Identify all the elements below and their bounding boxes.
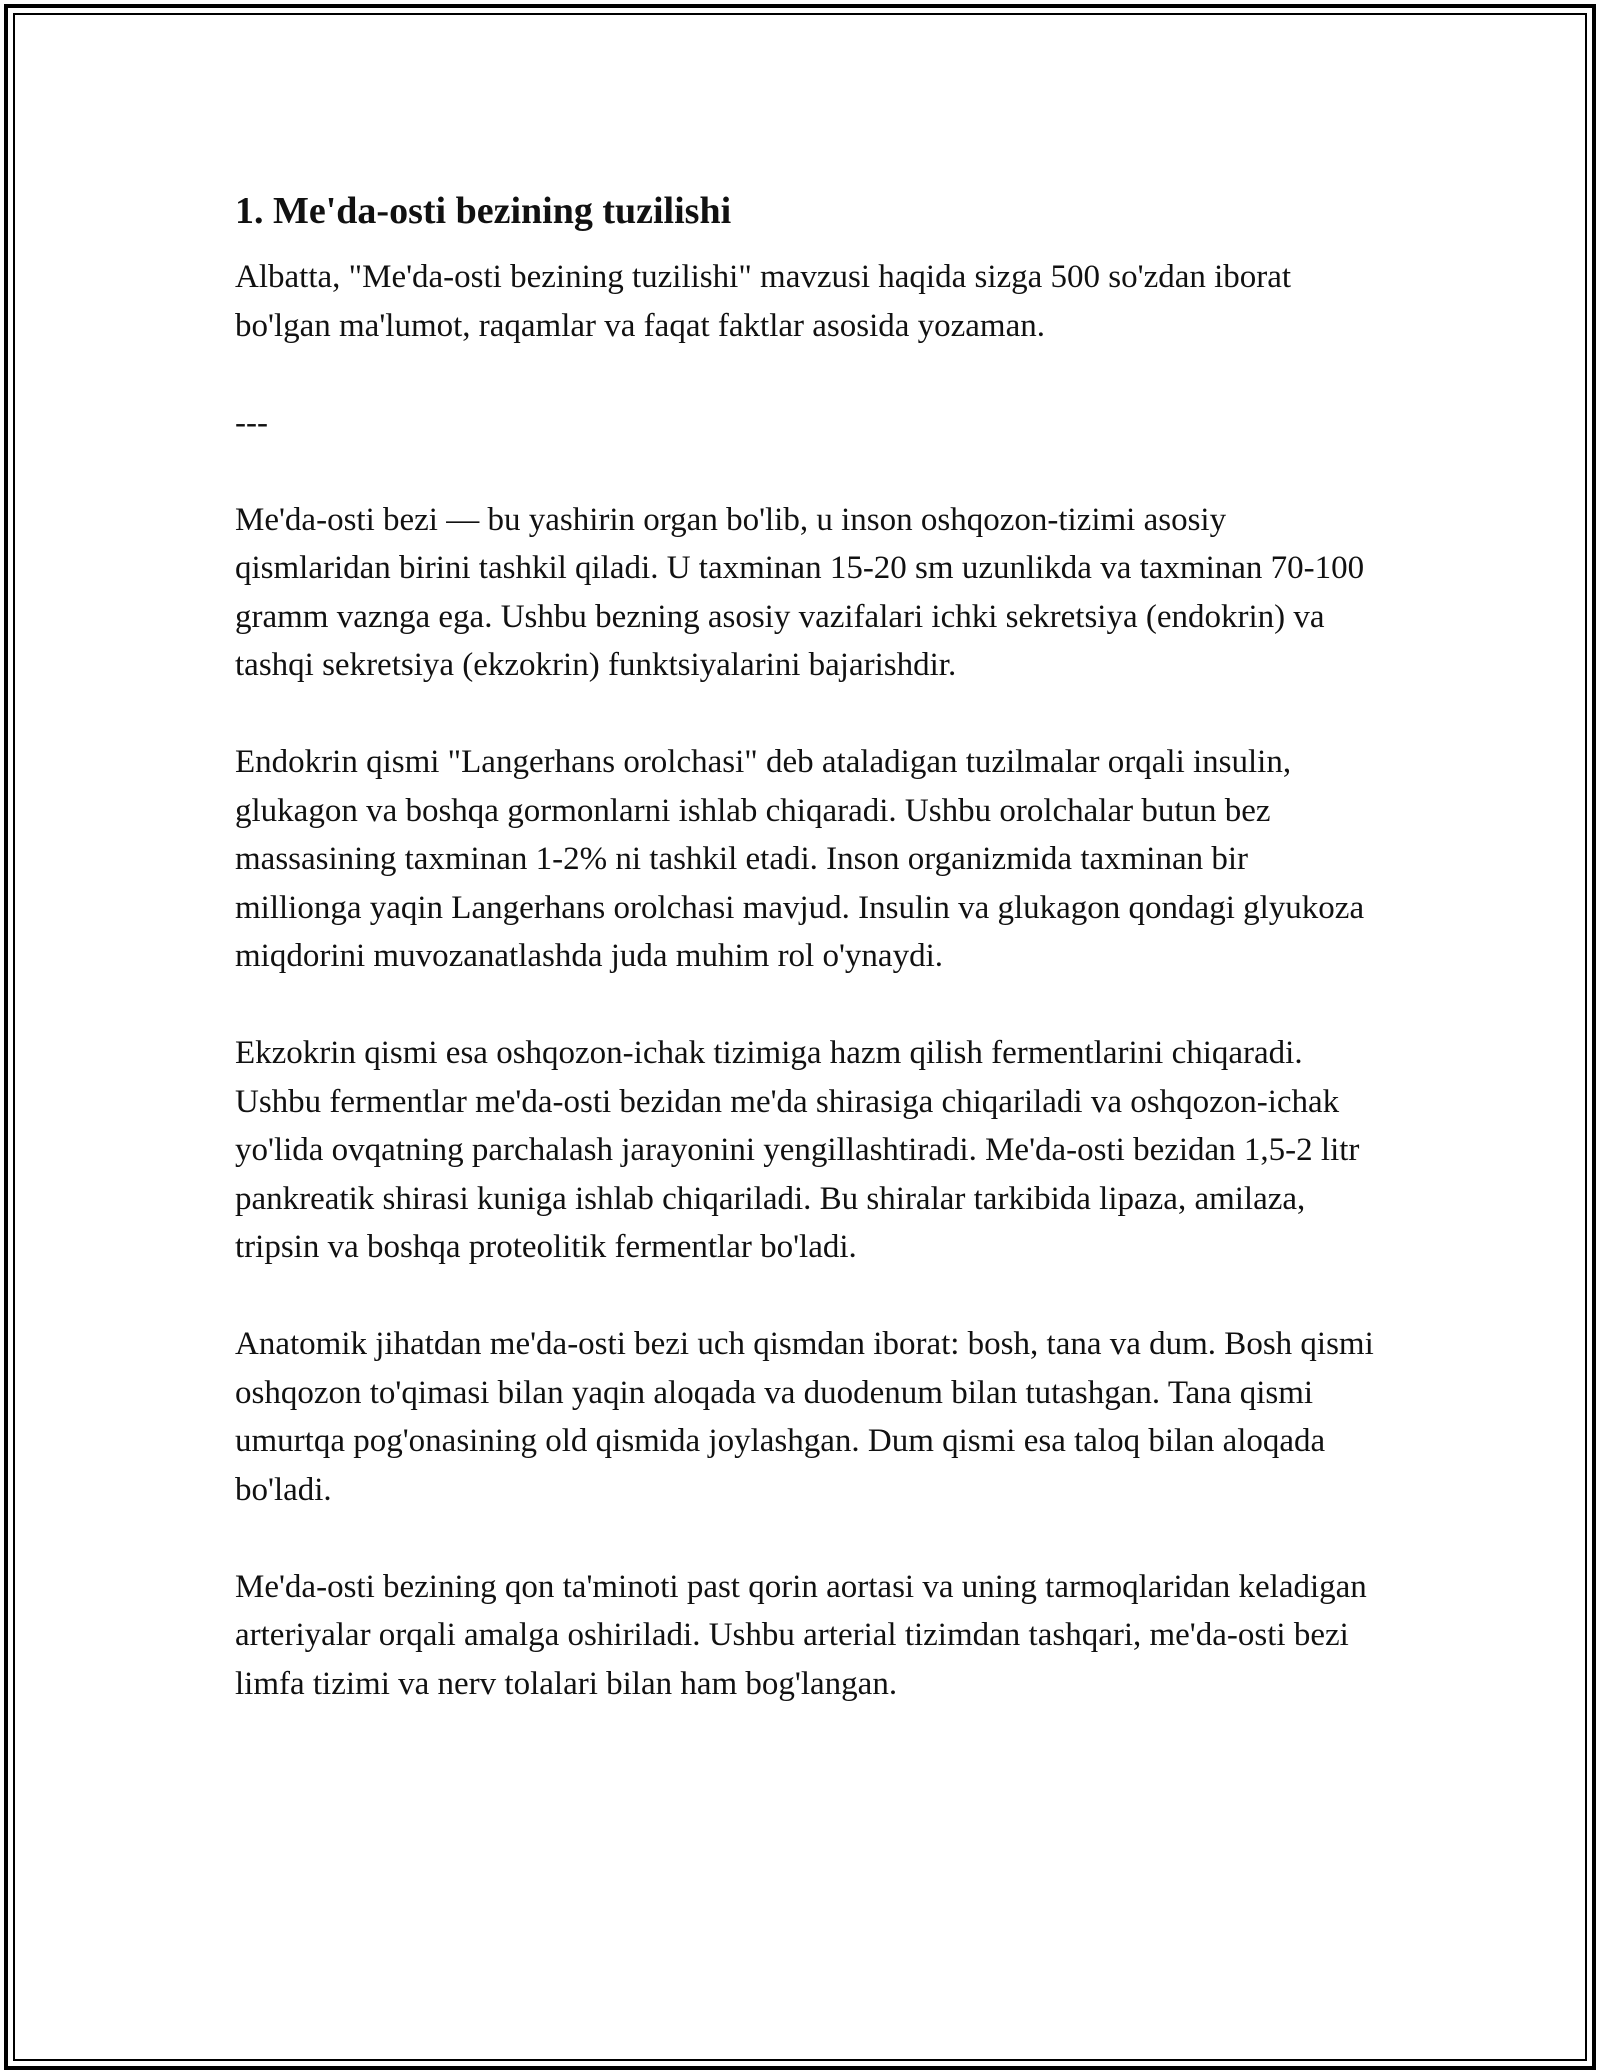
paragraph-intro: Albatta, "Me'da-osti bezining tuzilishi" mavzusi haqida sizga 500 so'zdan iborat bo'lgan ma'lumot, raqamlar va faqat faktlar asosida yozaman.	[235, 259, 1292, 344]
document-body	[235, 186, 1375, 1708]
paragraph-anatomy: Anatomik jihatdan me'da-osti bezi uch qismdan iborat: bosh, tana va dum. Bosh qismi oshqozon to'qimasi bilan yaqin aloqada va duodenum bilan tutashgan. Tana qismi umurtqa pog'onasining old qismida joylashgan. Dum qismi esa taloq bilan aloqada bo'ladi.	[235, 1326, 1374, 1508]
document-heading: 1. Me'da-osti bezining tuzilishi	[235, 190, 732, 232]
paragraph-blood-supply: Me'da-osti bezining qon ta'minoti past qorin aortasi va uning tarmoqlaridan keladigan arteriyalar orqali amalga oshiriladi. Ushbu arterial tizimdan tashqari, me'da-osti bezi limfa tizimi va nerv tolalari bilan ham bog'langan.	[235, 1568, 1367, 1702]
separator-text: ---	[235, 404, 268, 441]
paragraph-exocrine: Ekzokrin qismi esa oshqozon-ichak tizimiga hazm qilish fermentlarini chiqaradi. Ushbu fermentlar me'da-osti bezidan me'da shirasiga chiqariladi va oshqozon-ichak yo'lida ovqatning parchalash jarayonini yengillashtiradi. Me'da-osti bezidan 1,5-2 litr pankreatik shirasi kuniga ishlab chiqariladi. Bu shiralar tarkibida lipaza, amilaza, tripsin va boshqa proteolitik fermentlar bo'ladi.	[235, 1035, 1360, 1265]
paragraph-endocrine: Endokrin qismi "Langerhans orolchasi" deb ataladigan tuzilmalar orqali insulin, glukagon va boshqa gormonlarni ishlab chiqaradi. Ushbu orolchalar butun bez massasining taxminan 1-2% ni tashkil etadi. Inson organizmida taxminan bir millionga yaqin Langerhans orolchasi mavjud. Insulin va glukagon qondagi glyukoza miqdorini muvozanatlashda juda muhim rol o'ynaydi.	[235, 744, 1365, 974]
paragraph-overview: Me'da-osti bezi — bu yashirin organ bo'lib, u inson oshqozon-tizimi asosiy qismlaridan birini tashkil qiladi. U taxminan 15-20 sm uzunlikda va taxminan 70-100 gramm vaznga ega. Ushbu bezning asosiy vazifalari ichki sekretsiya (endokrin) va tashqi sekretsiya (ekzokrin) funktsiyalarini bajarishdir.	[235, 501, 1365, 683]
